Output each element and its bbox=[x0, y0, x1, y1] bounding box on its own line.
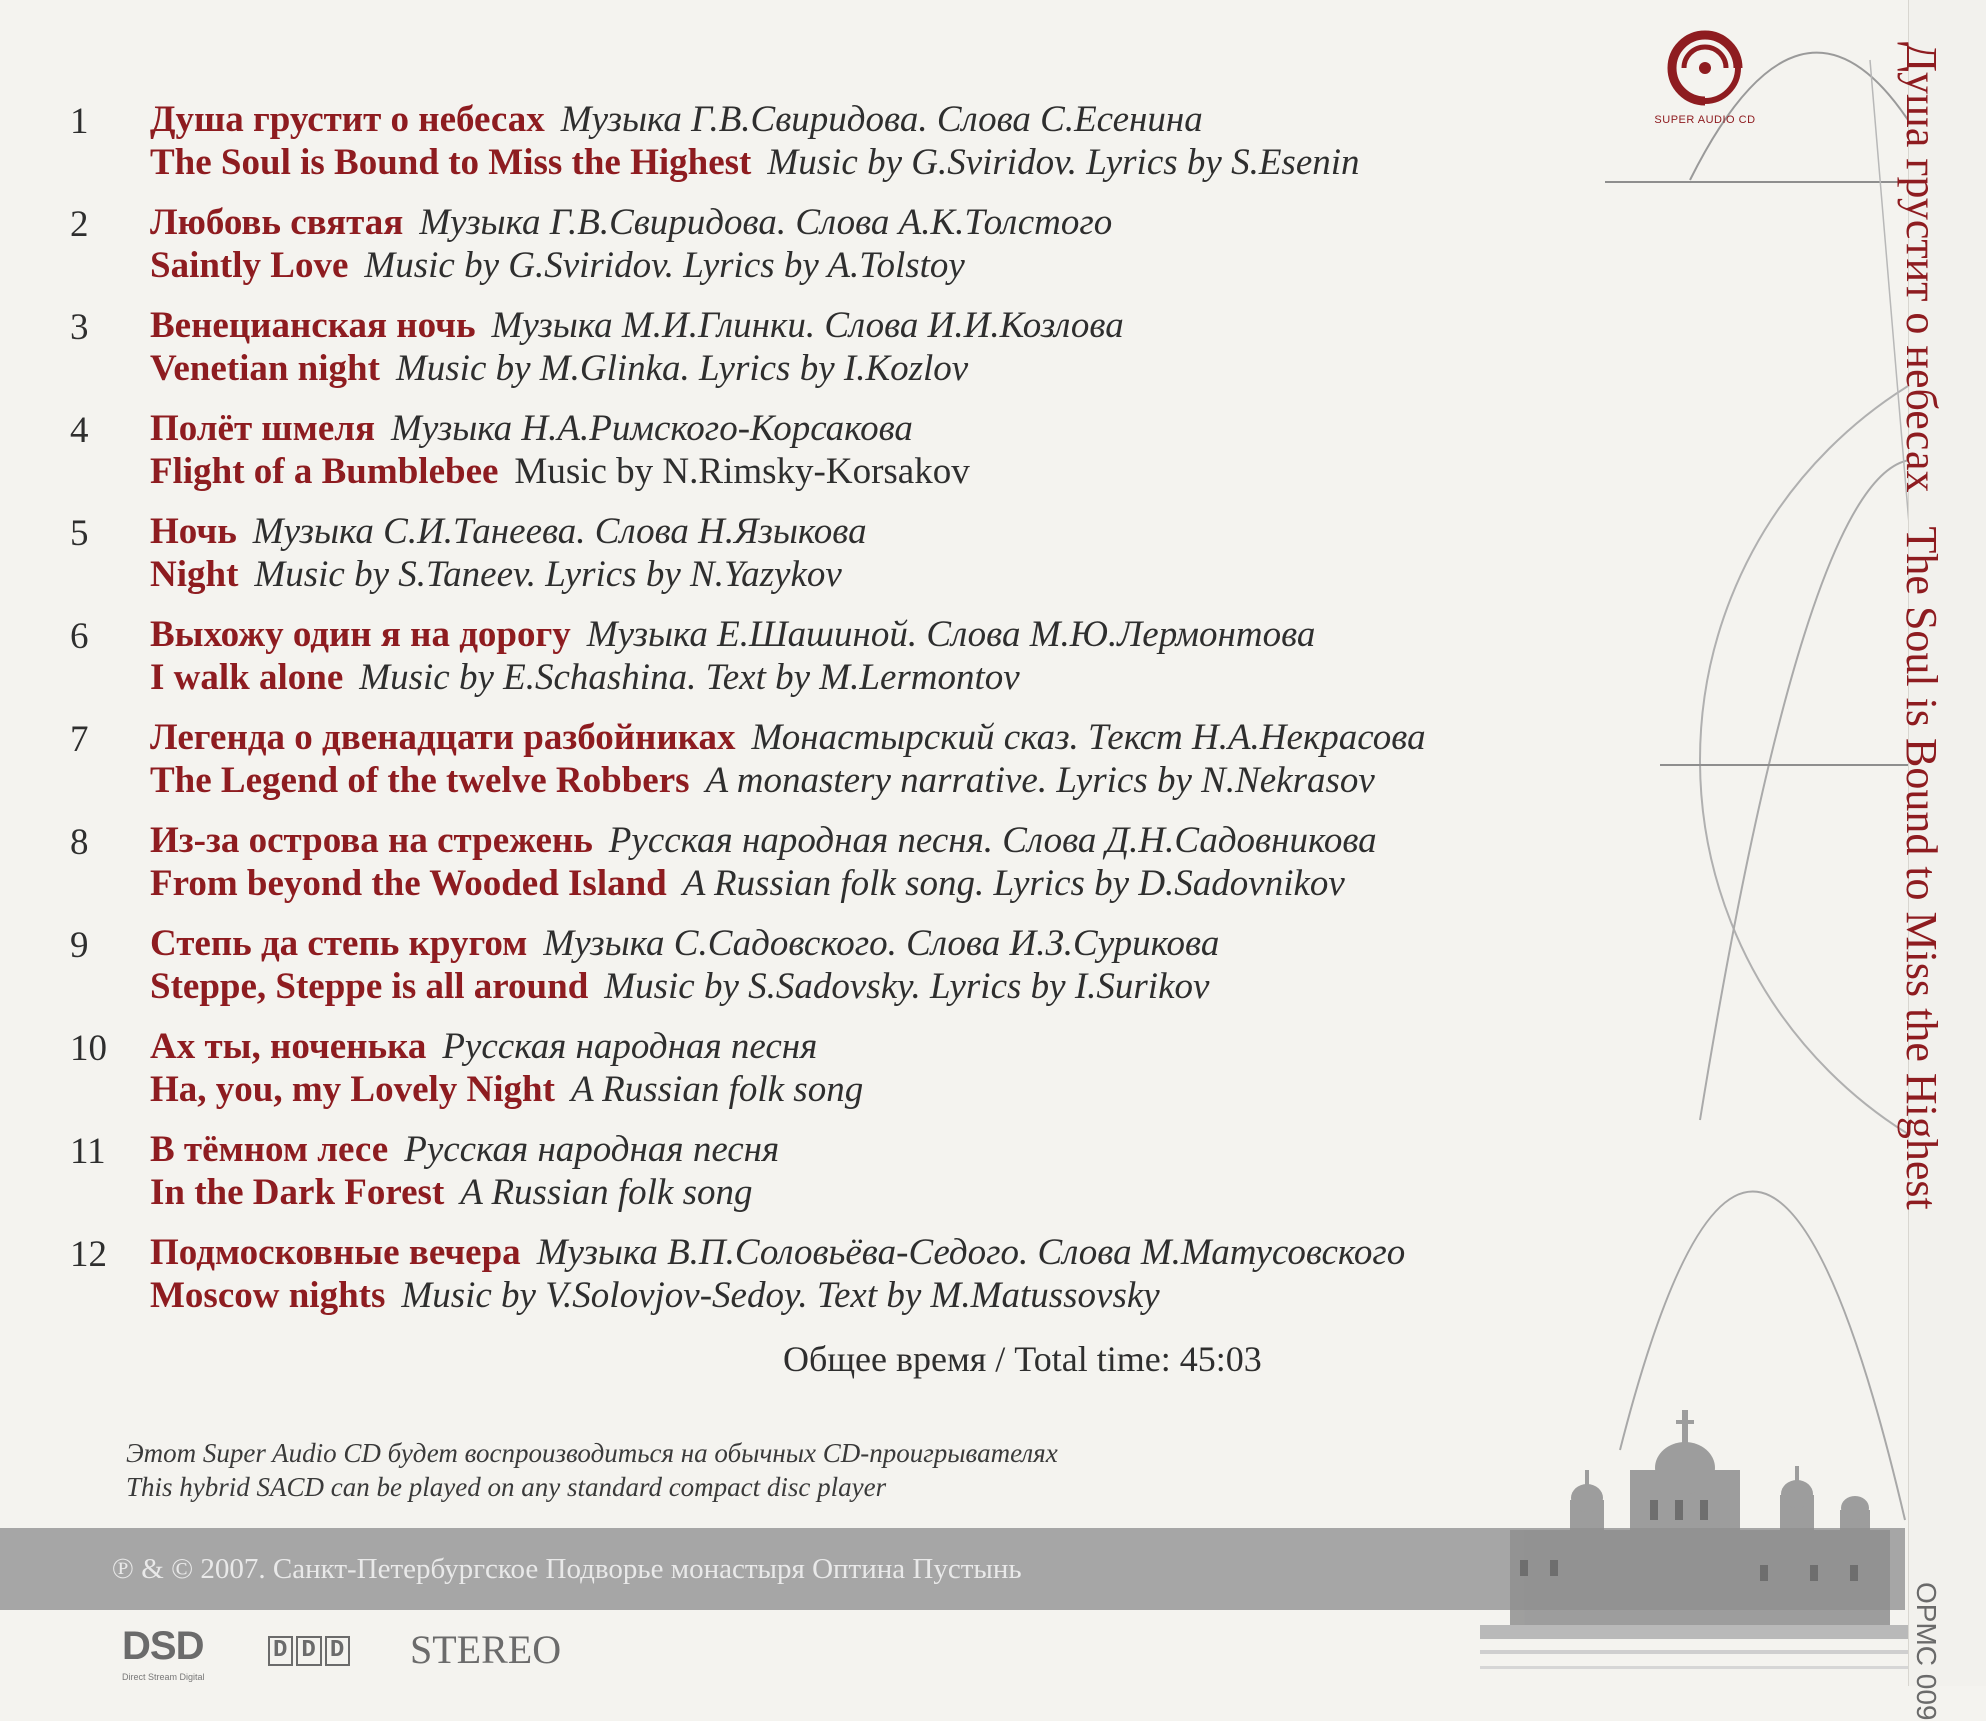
track-title-ru: Ночь bbox=[150, 511, 237, 552]
ddd-letter: D bbox=[296, 1636, 321, 1666]
track-credit-en: Music by G.Sviridov. Lyrics by A.Tolstoy bbox=[364, 245, 965, 286]
track-item bbox=[70, 922, 1630, 1025]
ddd-badge bbox=[268, 1636, 353, 1666]
track-credit-en: Music by S.Taneev. Lyrics by N.Yazykov bbox=[254, 554, 842, 595]
track-item bbox=[70, 201, 1630, 304]
track-credit-en: Music by M.Glinka. Lyrics by I.Kozlov bbox=[395, 348, 969, 389]
track-title-en: Moscow nights bbox=[150, 1275, 386, 1316]
track-number: 12 bbox=[70, 1234, 107, 1275]
track-line-en bbox=[150, 1171, 753, 1214]
track-item bbox=[70, 716, 1630, 819]
track-credit-ru: Музыка Г.В.Свиридова. Слова А.К.Толстого bbox=[419, 202, 1113, 243]
track-credit-en: Music by G.Sviridov. Lyrics by S.Esenin bbox=[767, 142, 1360, 183]
track-item bbox=[70, 1025, 1630, 1128]
track-line-ru bbox=[150, 1231, 1405, 1274]
track-line-en bbox=[150, 244, 965, 287]
track-list bbox=[70, 98, 1630, 1334]
track-line-ru bbox=[150, 304, 1124, 347]
track-number: 4 bbox=[70, 410, 89, 451]
track-title-ru: Душа грустит о небесах bbox=[150, 99, 545, 140]
track-title-ru: Выхожу один я на дорогу bbox=[150, 614, 571, 655]
track-line-en bbox=[150, 862, 1345, 905]
track-credit-en: A monastery narrative. Lyrics by N.Nekrasov bbox=[705, 760, 1375, 801]
dsd-logo: DSD bbox=[122, 1624, 204, 1668]
track-credit-ru: Музыка Г.В.Свиридова. Слова С.Есенина bbox=[560, 99, 1203, 140]
spine-title-en: The Soul is Bound to Miss the Highest bbox=[1897, 526, 1946, 1210]
track-line-ru bbox=[150, 1128, 779, 1171]
track-credit-en: Music by S.Sadovsky. Lyrics by I.Surikov bbox=[604, 966, 1210, 1007]
track-item bbox=[70, 407, 1630, 510]
sacd-logo bbox=[1640, 28, 1770, 126]
ddd-letter: D bbox=[268, 1636, 293, 1666]
compatibility-note-ru: Этот Super Audio CD будет воспроизводиться на обычных CD-проигрывателях bbox=[126, 1438, 1058, 1468]
track-title-en: I walk alone bbox=[150, 657, 344, 698]
track-title-ru: В тёмном лесе bbox=[150, 1129, 389, 1170]
track-line-en bbox=[150, 553, 842, 596]
track-item bbox=[70, 98, 1630, 201]
dsd-subtitle: Direct Stream Digital bbox=[122, 1672, 205, 1682]
track-credit-en: Music by N.Rimsky-Korsakov bbox=[514, 451, 970, 492]
track-title-en: Venetian night bbox=[150, 348, 380, 389]
track-number: 9 bbox=[70, 925, 89, 966]
track-line-ru bbox=[150, 613, 1315, 656]
track-line-ru bbox=[150, 407, 913, 450]
track-title-en: In the Dark Forest bbox=[150, 1172, 445, 1213]
track-title-ru: Из-за острова на стрежень bbox=[150, 820, 593, 861]
track-line-ru bbox=[150, 1025, 817, 1068]
track-title-ru: Любовь святая bbox=[150, 202, 404, 243]
sacd-disc-icon bbox=[1662, 28, 1748, 108]
track-line-en bbox=[150, 450, 970, 493]
track-line-en bbox=[150, 656, 1020, 699]
track-credit-ru: Музыка С.И.Танеева. Слова Н.Языкова bbox=[252, 511, 867, 552]
track-line-en bbox=[150, 965, 1209, 1008]
track-title-en: The Legend of the twelve Robbers bbox=[150, 760, 690, 801]
stereo-label: STEREO bbox=[410, 1627, 562, 1672]
track-number: 11 bbox=[70, 1131, 106, 1172]
track-credit-ru: Музыка В.П.Соловьёва-Седого. Слова М.Матусовского bbox=[536, 1232, 1406, 1273]
track-line-en bbox=[150, 347, 968, 390]
track-line-en bbox=[150, 1068, 863, 1111]
track-credit-en: Music by V.Solovjov-Sedoy. Text by M.Matussovsky bbox=[401, 1275, 1160, 1316]
track-number: 8 bbox=[70, 822, 89, 863]
track-credit-en: A Russian folk song. Lyrics by D.Sadovnikov bbox=[682, 863, 1345, 904]
track-number: 1 bbox=[70, 101, 89, 142]
track-title-ru: Венецианская ночь bbox=[150, 305, 476, 346]
spine-title-ru: Душа грустит о небесах bbox=[1897, 42, 1946, 493]
track-title-en: The Soul is Bound to Miss the Highest bbox=[150, 142, 752, 183]
track-item bbox=[70, 819, 1630, 922]
track-line-ru bbox=[150, 922, 1219, 965]
ddd-letter: D bbox=[325, 1636, 350, 1666]
track-number: 7 bbox=[70, 719, 89, 760]
compatibility-note-en: This hybrid SACD can be played on any standard compact disc player bbox=[126, 1472, 887, 1502]
track-number: 6 bbox=[70, 616, 89, 657]
copyright-text: ℗ & © 2007. Санкт-Петербургское Подворье монастыря Оптина Пустынь bbox=[112, 1553, 1022, 1585]
track-item bbox=[70, 1231, 1630, 1334]
track-title-ru: Подмосковные вечера bbox=[150, 1232, 521, 1273]
catalog-number: OPMC 009 bbox=[1911, 1582, 1942, 1721]
track-title-en: Flight of a Bumblebee bbox=[150, 451, 499, 492]
track-line-en bbox=[150, 759, 1375, 802]
track-item bbox=[70, 1128, 1630, 1231]
track-title-en: From beyond the Wooded Island bbox=[150, 863, 667, 904]
track-number: 3 bbox=[70, 307, 89, 348]
total-time: Общее время / Total time: 45:03 bbox=[783, 1339, 1262, 1379]
track-credit-ru: Музыка Н.А.Римского-Корсакова bbox=[391, 408, 913, 449]
sacd-label: SUPER AUDIO CD bbox=[1654, 114, 1756, 126]
track-line-ru bbox=[150, 716, 1426, 759]
track-credit-en: Music by E.Schashina. Text by M.Lermontov bbox=[359, 657, 1020, 698]
track-credit-en: A Russian folk song bbox=[460, 1172, 753, 1213]
spine-title bbox=[1896, 42, 1947, 1244]
track-credit-ru: Монастырский сказ. Текст Н.А.Некрасова bbox=[751, 717, 1426, 758]
track-title-ru: Полёт шмеля bbox=[150, 408, 376, 449]
track-line-en bbox=[150, 141, 1360, 184]
track-credit-en: A Russian folk song bbox=[570, 1069, 864, 1110]
track-item bbox=[70, 613, 1630, 716]
track-title-en: Saintly Love bbox=[150, 245, 349, 286]
track-title-ru: Легенда о двенадцати разбойниках bbox=[150, 717, 736, 758]
track-item bbox=[70, 304, 1630, 407]
track-title-ru: Ах ты, ноченька bbox=[150, 1026, 427, 1067]
track-number: 5 bbox=[70, 513, 89, 554]
track-title-en: Steppe, Steppe is all around bbox=[150, 966, 589, 1007]
track-credit-ru: Музыка С.Садовского. Слова И.З.Сурикова bbox=[543, 923, 1220, 964]
track-credit-ru: Русская народная песня. Слова Д.Н.Садовникова bbox=[608, 820, 1377, 861]
track-line-ru bbox=[150, 510, 867, 553]
track-title-ru: Степь да степь кругом bbox=[150, 923, 528, 964]
track-credit-ru: Русская народная песня bbox=[442, 1026, 818, 1067]
track-item bbox=[70, 510, 1630, 613]
track-number: 2 bbox=[70, 204, 89, 245]
track-title-en: Night bbox=[150, 554, 239, 595]
track-line-ru bbox=[150, 201, 1112, 244]
track-line-en bbox=[150, 1274, 1160, 1317]
track-credit-ru: Музыка Е.Шашиной. Слова М.Ю.Лермонтова bbox=[586, 614, 1316, 655]
monastery-illustration bbox=[1480, 1400, 1920, 1686]
track-credit-ru: Русская народная песня bbox=[404, 1129, 780, 1170]
track-line-ru bbox=[150, 819, 1377, 862]
track-line-ru bbox=[150, 98, 1203, 141]
track-number: 10 bbox=[70, 1028, 107, 1069]
track-credit-ru: Музыка М.И.Глинки. Слова И.И.Козлова bbox=[491, 305, 1124, 346]
track-title-en: Ha, you, my Lovely Night bbox=[150, 1069, 555, 1110]
